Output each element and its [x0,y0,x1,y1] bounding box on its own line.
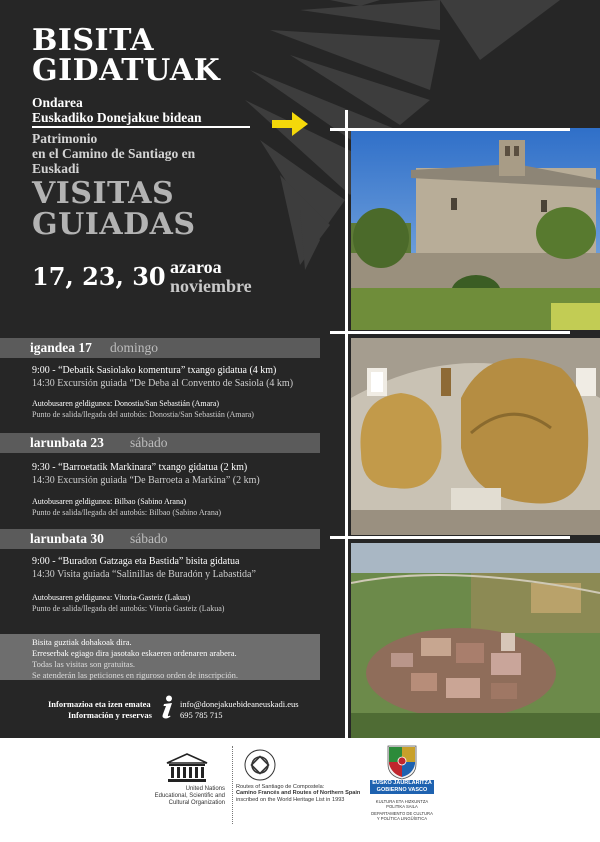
subtitle-es-line-1: Patrimonio [32,131,98,146]
gv-small-3: DEPARTAMENTO DE CULTURA [371,811,433,816]
unesco-line-1: United Nations [185,786,225,792]
day-band-17 [0,338,320,358]
schedule-line-basque: 9:00 - “Debatik Sasiolako komentura” txango gidatua (4 km) [32,365,277,376]
note-basque-1: Bisita guztiak dohakoak dira. [32,637,132,647]
subtitle-basque [32,95,202,125]
basque-government-shield [386,744,418,780]
title-visitas-guiadas [32,178,196,240]
unesco-temple-logo [165,752,209,784]
subtitle-spanish [32,131,195,176]
frame-bar-middle [330,331,570,334]
title-bisita-gidatuak [32,23,221,88]
schedule-line-spanish: 14:30 Excursión guiada “De Barroeta a Markina” (2 km) [32,475,260,486]
frame-vertical-line [345,110,348,738]
footer-dotted-divider [232,746,233,824]
title-es-line-2: GUIADAS [32,207,196,242]
bus-stop-spanish: Punto de salida/llegada del autobús: Vitoria Gasteiz (Lakua) [32,604,225,613]
info-icon [158,695,176,719]
event-month [170,258,252,296]
contact-phone[interactable]: 695 785 715 [180,710,223,720]
month-spanish: noviembre [170,276,252,296]
routes-line-2: Camino Francés and Routes of Northern Spain [236,790,361,797]
day-label-spanish: sábado [130,531,168,546]
event-dates: 17, 23, 30 [32,262,166,291]
salinillas-aerial-photo [351,543,600,738]
day-label-spanish: domingo [110,340,159,355]
month-basque: azaroa [170,257,222,277]
gv-small-2: POLITIKA SAILA [386,804,418,809]
gv-title-spanish: GOBIERNO VASCO [376,787,428,793]
contact-email[interactable]: info@donejakuebideaneuskadi.eus [180,699,299,709]
world-heritage-emblem [243,748,277,782]
bus-stop-spanish: Punto de salida/llegada del autobús: Bilbao (Sabino Arana) [32,508,222,517]
note-spanish-1: Todas las visitas son gratuitas. [32,659,136,669]
divider-rule [32,126,250,128]
subtitle-eu-line-2: Euskadiko Donejakue bidean [32,110,202,125]
title-es-line-1: VISITAS [32,176,175,211]
routes-line-3: inscribed on the World Heritage List in 1993 [236,796,345,803]
routes-caption [236,784,360,803]
note-spanish-2: Se atenderán las peticiones en riguroso orden de inscripción. [32,670,239,680]
info-label-spanish: Información y reservas [68,710,152,720]
gv-small-1: KULTURA ETA HIZKUNTZA [375,799,429,804]
bus-stop-basque: Autobusaren geldigunea: Vitoria-Gasteiz (Lakua) [32,593,191,602]
day-label-basque: igandea 17 [30,340,92,355]
gv-title-basque: EUSKO JAURLARITZA [372,780,432,786]
rocks-chapel-photo [351,338,600,535]
routes-line-1: Routes of Santiago de Compostela: [236,784,325,790]
note-basque-2: Erreserbak egiago dira jasotako eskaeren ordenaren arabera. [32,648,237,658]
convent-photo [351,128,600,330]
day-label-basque: larunbata 23 [30,435,104,450]
schedule-line-basque: 9:00 - “Buradon Gatzaga eta Bastida” bisita gidatua [32,556,240,567]
bus-stop-basque: Autobusaren geldigunea: Bilbao (Sabino Arana) [32,497,187,506]
unesco-line-2: Educational, Scientific and [154,793,225,799]
day-band-23 [0,433,320,453]
schedule-line-spanish: 14:30 Visita guiada “Salinillas de Buradón y Labastida” [32,569,256,580]
unesco-caption [145,786,225,807]
day-band-30 [0,529,320,549]
frame-bar-lower [330,536,570,539]
day-label-basque: larunbata 30 [30,531,104,546]
subtitle-es-line-2: en el Camino de Santiago en [32,146,196,161]
title-line-1: BISITA [32,23,155,58]
schedule-line-basque: 9:30 - “Barroetatik Markinara” txango gidatua (2 km) [32,462,248,473]
arrow-right-icon [270,109,310,139]
day-label-spanish: sábado [130,435,168,450]
frame-bar-top [330,128,570,131]
bus-stop-basque: Autobusaren geldigunea: Donostia/San Sebastián (Amara) [32,399,220,408]
gv-department-caption [370,799,434,821]
unesco-line-3: Cultural Organization [168,800,225,806]
basque-government-badge [370,780,434,794]
subtitle-es-line-3: Euskadi [32,161,80,176]
bus-stop-spanish: Punto de salida/llegada del autobús: Donostia/San Sebastián (Amara) [32,410,254,419]
subtitle-eu-line-1: Ondarea [32,95,83,110]
title-line-2: GIDATUAK [32,53,221,88]
schedule-line-spanish: 14:30 Excursión guiada “De Deba al Convento de Sasiola (4 km) [32,378,294,389]
gv-small-4: Y POLÍTICA LINGÜÍSTICA [376,816,428,821]
info-label-basque: Informazioa eta izen ematea [48,699,151,709]
